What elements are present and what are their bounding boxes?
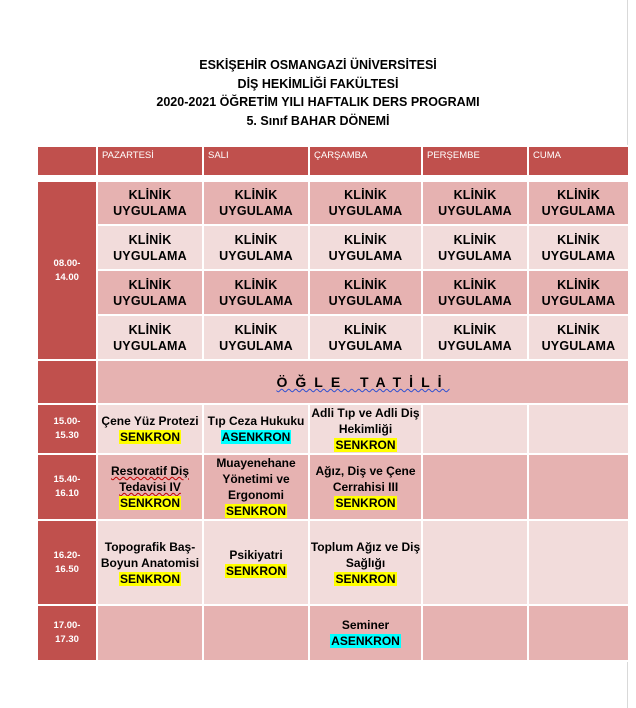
course-cell: Muayenehane Yönetimi ve Ergonomi SENKRON xyxy=(203,454,309,520)
title-university: ESKİŞEHİR OSMANGAZİ ÜNİVERSİTESİ xyxy=(199,58,437,72)
course-cell: Restoratif Diş Tedavisi IV SENKRON xyxy=(97,454,203,520)
afternoon-row xyxy=(37,454,629,520)
time-cell: 08.00- 14.00 xyxy=(37,181,97,360)
empty-cell xyxy=(528,404,629,454)
course-cell: Psikiyatri SENKRON xyxy=(203,520,309,605)
empty-cell xyxy=(422,605,528,661)
morning-row xyxy=(37,315,629,360)
empty-cell xyxy=(528,454,629,520)
empty-cell xyxy=(528,605,629,661)
course-cell: Ağız, Diş ve Çene Cerrahisi III SENKRON xyxy=(309,454,422,520)
weekly-schedule-table xyxy=(36,145,630,662)
clinic-cell: KLİNİK UYGULAMA xyxy=(528,225,629,270)
clinic-cell: KLİNİK UYGULAMA xyxy=(528,181,629,225)
empty-cell xyxy=(422,454,528,520)
course-cell: Çene Yüz Protezi SENKRON xyxy=(97,404,203,454)
day-header: SALI xyxy=(203,146,309,176)
course-cell: Topografik Baş- Boyun Anatomisi SENKRON xyxy=(97,520,203,605)
day-header: ÇARŞAMBA xyxy=(309,146,422,176)
course-cell: Adli Tıp ve Adli Diş Hekimliği SENKRON xyxy=(309,404,422,454)
day-header: PERŞEMBE xyxy=(422,146,528,176)
time-cell xyxy=(37,360,97,404)
clinic-cell: KLİNİK UYGULAMA xyxy=(309,181,422,225)
morning-row xyxy=(37,270,629,315)
empty-cell xyxy=(203,605,309,661)
course-cell: Toplum Ağız ve Diş Sağlığı SENKRON xyxy=(309,520,422,605)
day-header: CUMA xyxy=(528,146,629,176)
clinic-cell: KLİNİK UYGULAMA xyxy=(203,181,309,225)
clinic-cell: KLİNİK UYGULAMA xyxy=(203,225,309,270)
empty-cell xyxy=(422,404,528,454)
empty-cell xyxy=(97,605,203,661)
lunch-break-label: ÖĞLE TATİLİ xyxy=(97,360,629,404)
time-cell: 15.00- 15.30 xyxy=(37,404,97,454)
document-title xyxy=(0,56,636,130)
clinic-cell: KLİNİK UYGULAMA xyxy=(97,181,203,225)
clinic-cell: KLİNİK UYGULAMA xyxy=(422,270,528,315)
time-cell: 15.40- 16.10 xyxy=(37,454,97,520)
morning-row xyxy=(37,225,629,270)
header-corner xyxy=(37,146,97,176)
clinic-cell: KLİNİK UYGULAMA xyxy=(203,270,309,315)
clinic-cell: KLİNİK UYGULAMA xyxy=(309,225,422,270)
afternoon-row xyxy=(37,605,629,661)
morning-row xyxy=(37,181,629,225)
afternoon-row xyxy=(37,404,629,454)
afternoon-row xyxy=(37,520,629,605)
clinic-cell: KLİNİK UYGULAMA xyxy=(422,225,528,270)
title-term: 5. Sınıf BAHAR DÖNEMİ xyxy=(246,113,390,128)
time-cell: 17.00- 17.30 xyxy=(37,605,97,661)
clinic-cell: KLİNİK UYGULAMA xyxy=(97,315,203,360)
title-faculty: DİŞ HEKİMLİĞİ FAKÜLTESİ xyxy=(237,76,399,91)
empty-cell xyxy=(422,520,528,605)
clinic-cell: KLİNİK UYGULAMA xyxy=(309,270,422,315)
course-cell: Seminer ASENKRON xyxy=(309,605,422,661)
lunch-row xyxy=(37,360,629,404)
clinic-cell: KLİNİK UYGULAMA xyxy=(309,315,422,360)
clinic-cell: KLİNİK UYGULAMA xyxy=(528,315,629,360)
day-header: PAZARTESİ xyxy=(97,146,203,176)
title-program: 2020-2021 ÖĞRETİM YILI HAFTALIK DERS PROGRAMI xyxy=(156,95,480,109)
header-row xyxy=(37,146,629,176)
clinic-cell: KLİNİK UYGULAMA xyxy=(422,181,528,225)
clinic-cell: KLİNİK UYGULAMA xyxy=(203,315,309,360)
clinic-cell: KLİNİK UYGULAMA xyxy=(422,315,528,360)
clinic-cell: KLİNİK UYGULAMA xyxy=(528,270,629,315)
time-cell: 16.20- 16.50 xyxy=(37,520,97,605)
clinic-cell: KLİNİK UYGULAMA xyxy=(97,225,203,270)
course-cell: Tıp Ceza Hukuku ASENKRON xyxy=(203,404,309,454)
empty-cell xyxy=(528,520,629,605)
clinic-cell: KLİNİK UYGULAMA xyxy=(97,270,203,315)
